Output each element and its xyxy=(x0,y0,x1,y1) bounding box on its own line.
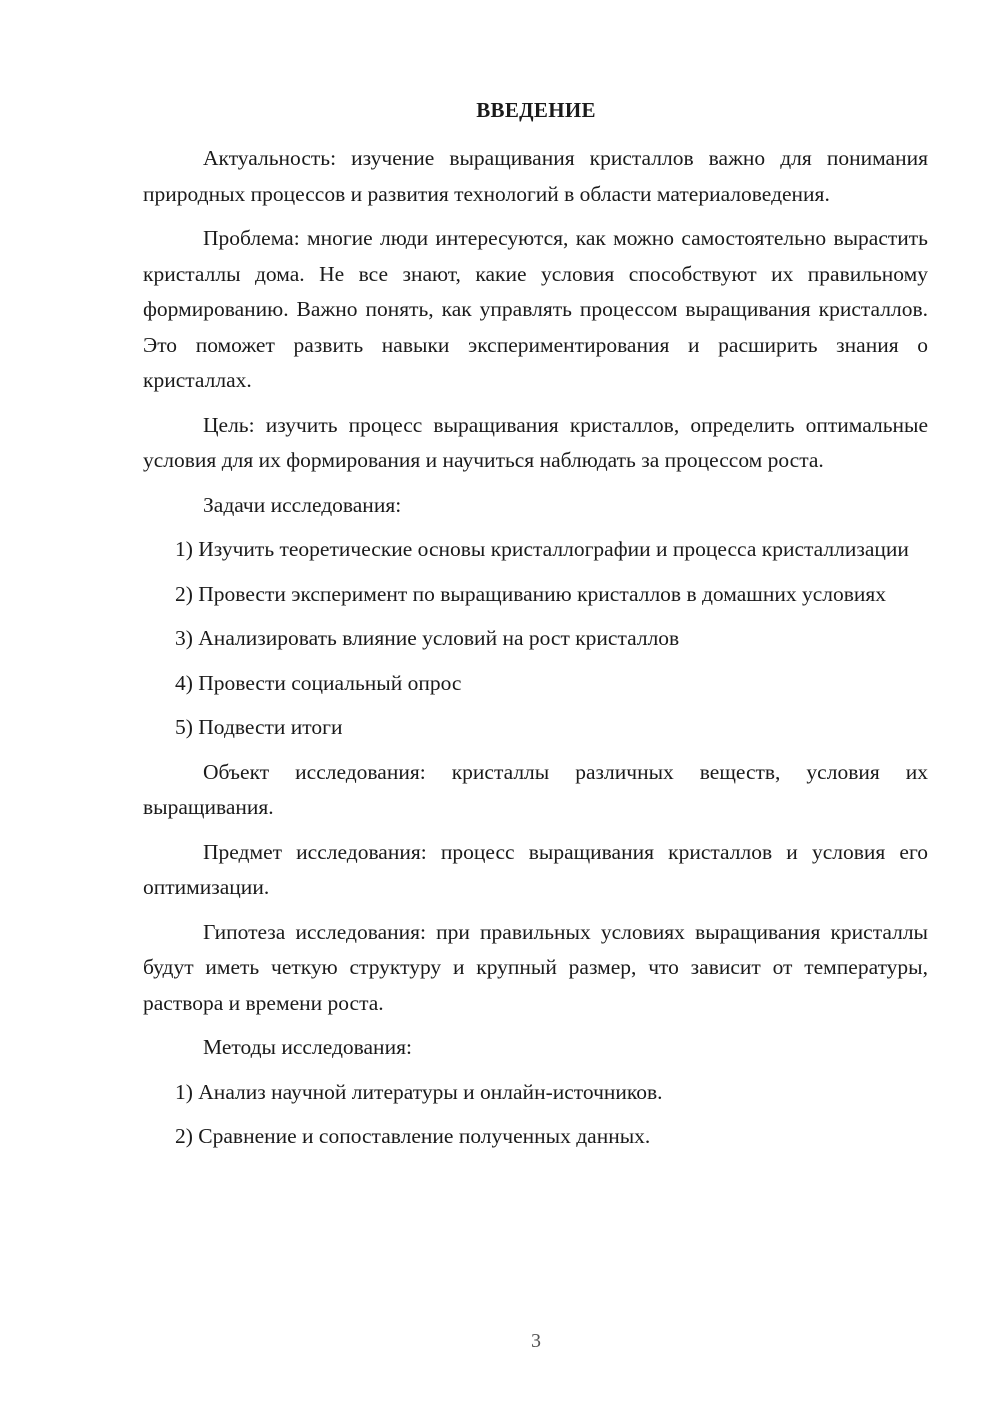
page-number: 3 xyxy=(531,1330,541,1352)
document-body xyxy=(143,141,928,1164)
paragraph-hypothesis: Гипотеза исследования: при правильных условиях выращивания кристаллы будут иметь четкую структуру и крупный размер, что зависит от температуры, раствора и времени роста. xyxy=(143,919,928,1015)
list-item-task-4: 4) Провести социальный опрос xyxy=(175,670,462,695)
paragraph-goal: Цель: изучить процесс выращивания кристаллов, определить оптимальные условия для их формирования и научиться наблюдать за процессом роста. xyxy=(143,412,928,472)
list-item-task-5: 5) Подвести итоги xyxy=(175,715,343,739)
list-item-task-2: 2) Провести эксперимент по выращиванию кристаллов в домашних условиях xyxy=(175,581,887,606)
list-item-method-2: 2) Сравнение и сопоставление полученных данных. xyxy=(175,1124,651,1148)
list-item-task-3: 3) Анализировать влияние условий на рост кристаллов xyxy=(175,626,680,650)
list-item-task-1: 1) Изучить теоретические основы кристаллографии и процесса кристаллизации xyxy=(175,537,909,561)
paragraph-relevance: Актуальность: изучение выращивания кристаллов важно для понимания природных процессов и развития технологий в области материаловедения. xyxy=(143,146,928,206)
section-heading: ВВЕДЕНИЕ xyxy=(476,98,596,122)
paragraph-subject: Предмет исследования: процесс выращивания кристаллов и условия его оптимизации. xyxy=(143,839,928,899)
list-item-method-1: 1) Анализ научной литературы и онлайн-источников. xyxy=(175,1079,663,1104)
paragraph-object: Объект исследования: кристаллы различных веществ, условия их выращивания. xyxy=(143,759,928,819)
paragraph-methods-heading: Методы исследования: xyxy=(203,1035,412,1059)
paragraph-tasks-heading: Задачи исследования: xyxy=(203,492,402,517)
paragraph-problem: Проблема: многие люди интересуются, как можно самостоятельно вырастить кристаллы дома. Не все знают, какие условия способствуют их правильному формированию. Важно понять, как управлять процессом выращивания кристаллов. Это поможет развить навыки экспериментирования и расширить знания о кристаллах. xyxy=(143,226,928,392)
